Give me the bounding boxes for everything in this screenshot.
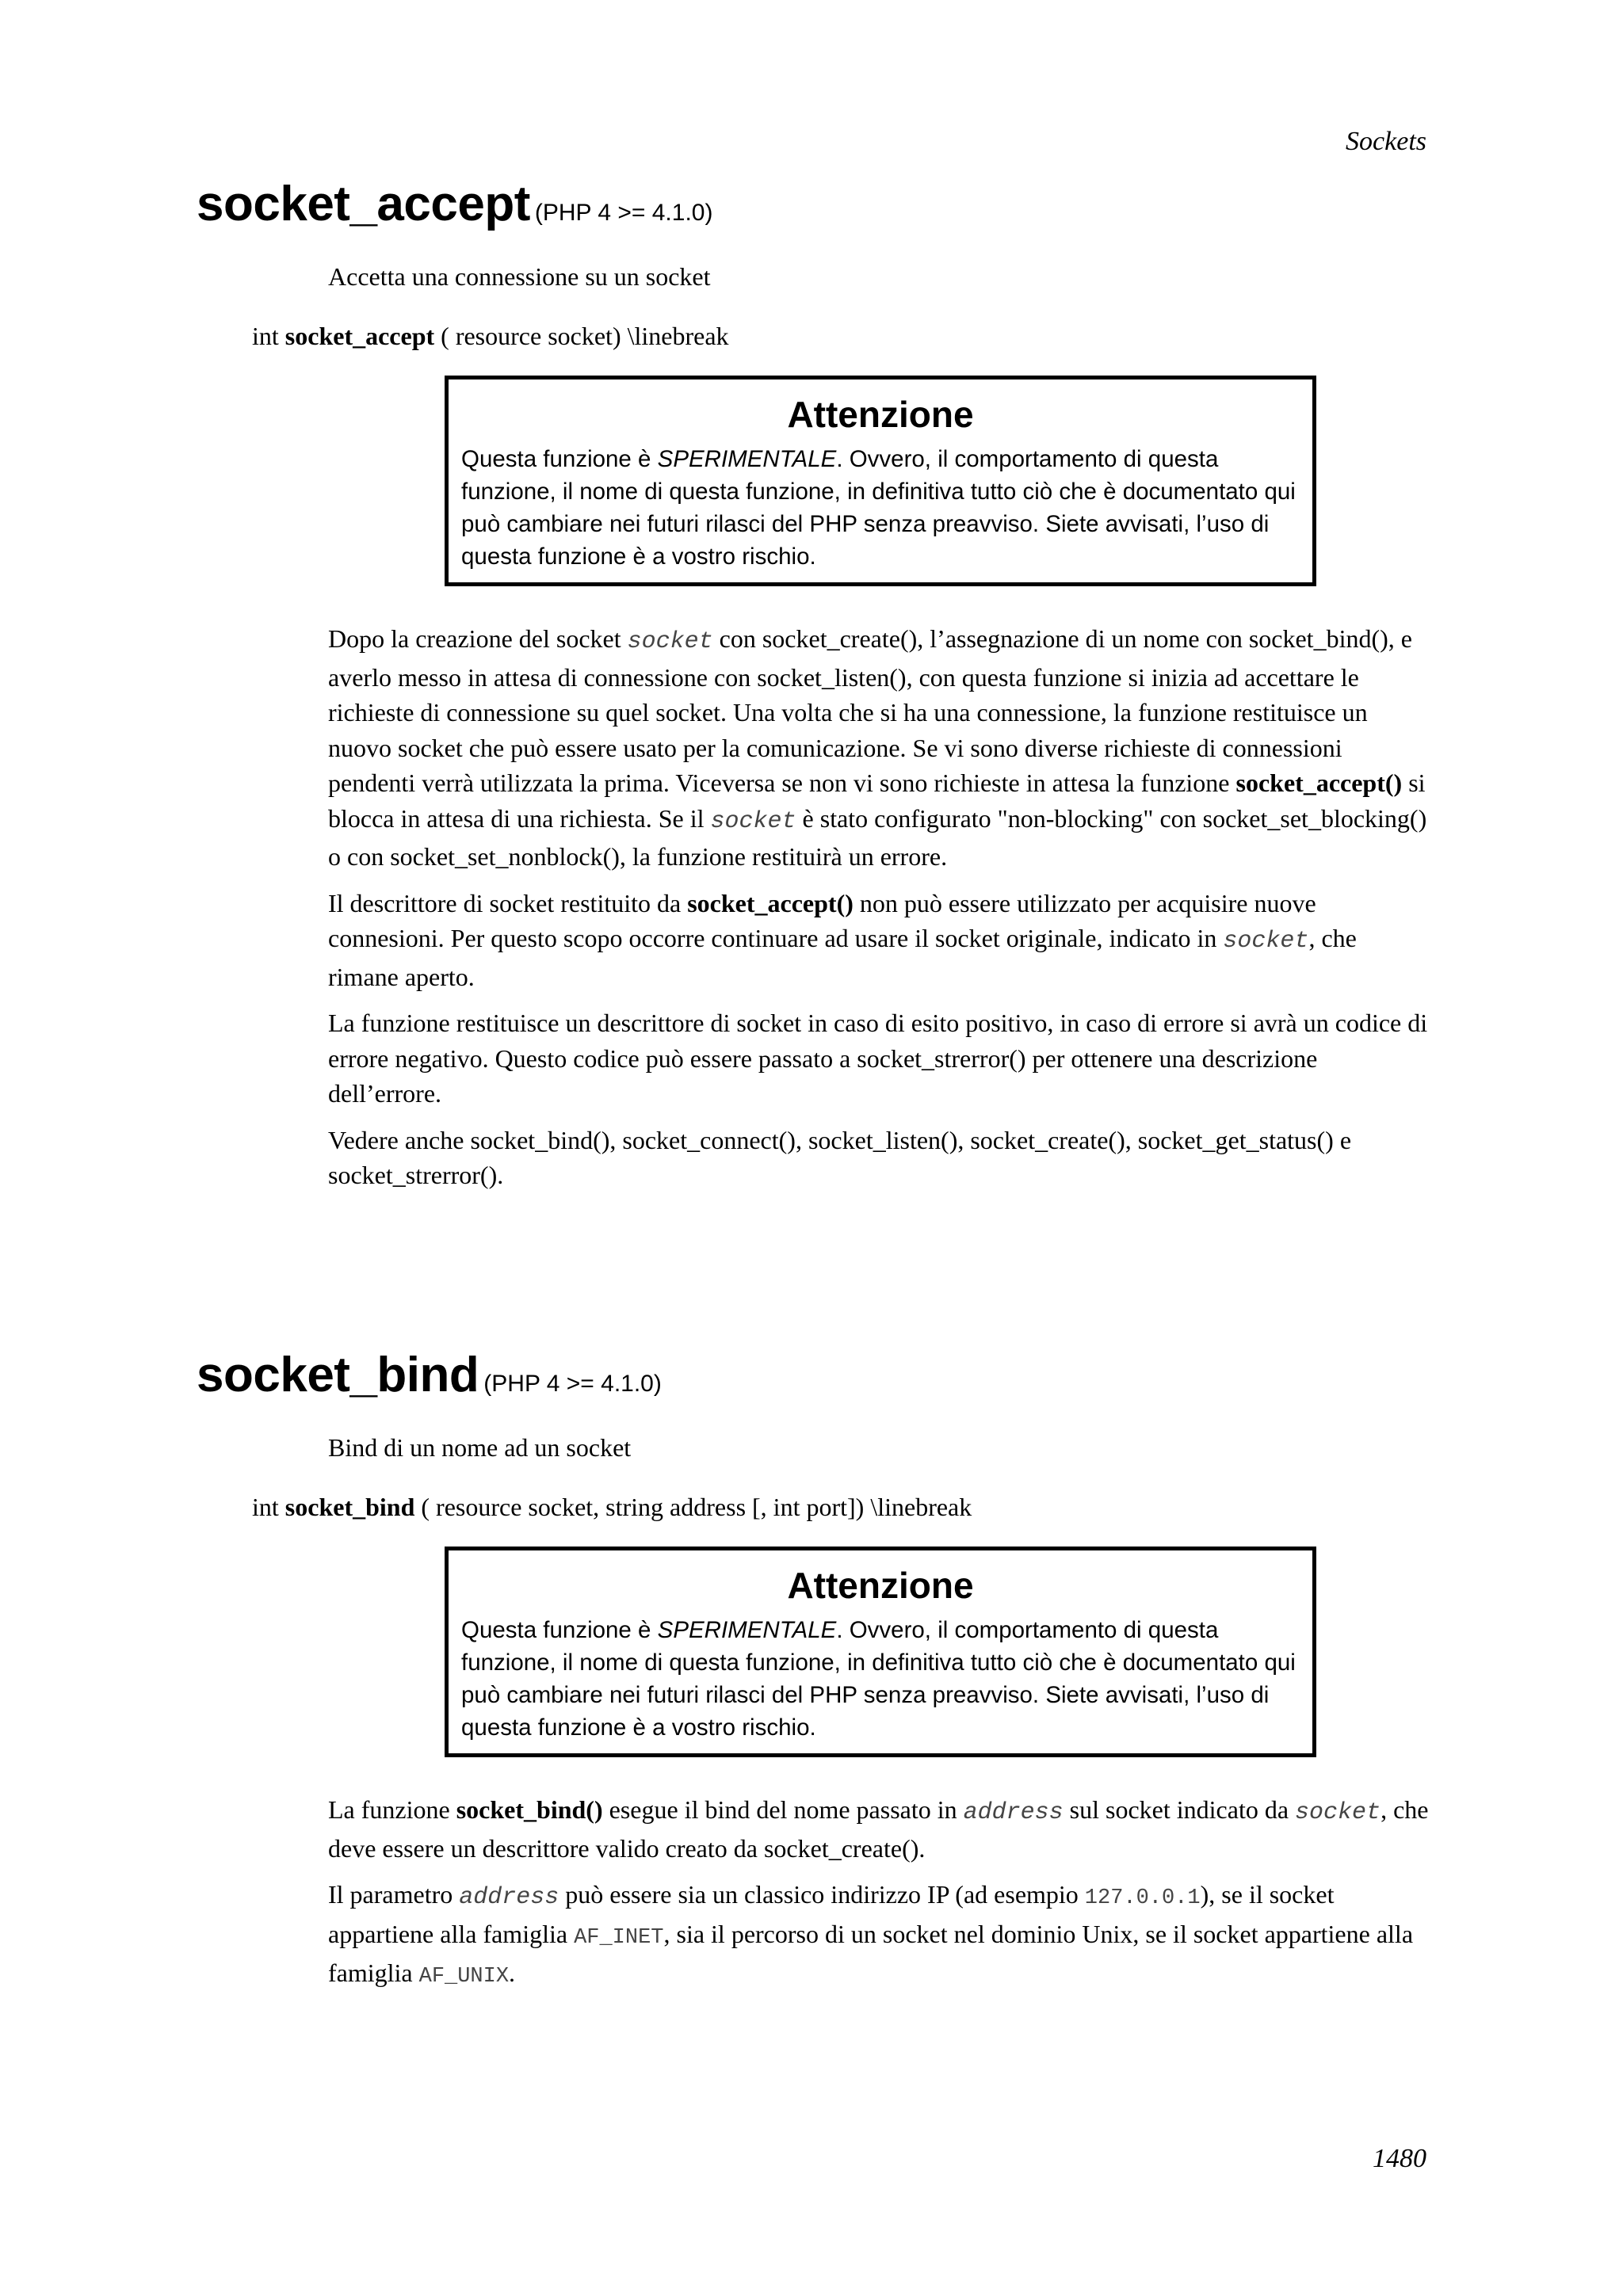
return-type: int bbox=[252, 321, 279, 350]
function-heading bbox=[197, 1347, 1433, 1403]
return-type: int bbox=[252, 1492, 279, 1521]
synopsis-name: socket_accept bbox=[285, 321, 435, 350]
socket-accept-section bbox=[197, 176, 1433, 1204]
description-paragraph: Dopo la creazione del socket socket con socket_create(), l’assegnazione di un nome con socket_bind(), e averlo messo in attesa di connessione con socket_listen(), con questa funzione si inizia ad accettare le richieste di connessione su quel socket. Una volta che si ha una connessione, la funzione restituisce un nuovo socket che può essere usato per la comunicazione. Se vi sono diverse richieste di connessioni pendenti verrà utilizzata la prima. Viceversa se non vi sono richieste in attesa la funzione socket_accept() si blocca in attesa di una richiesta. Se il socket è stato configurato "non-blocking" con socket_set_blocking() o con socket_set_nonblock(), la funzione restituirà un errore. bbox=[328, 624, 1427, 871]
function-ref: socket_accept() bbox=[687, 888, 854, 917]
description bbox=[328, 1792, 1433, 1995]
page-number: 1480 bbox=[1373, 2144, 1426, 2173]
function-ref: socket_bind() bbox=[456, 1795, 603, 1824]
parameter-ref: socket bbox=[627, 628, 713, 655]
function-heading bbox=[197, 176, 1433, 232]
description-paragraph: Il parametro address può essere sia un classico indirizzo IP (ad esempio 127.0.0.1), se il socket appartiene alla famiglia AF_INET, sia il percorso di un socket nel dominio Unix, se il socket appartiene alla famiglia AF_UNIX. bbox=[328, 1880, 1414, 1989]
function-synopsis bbox=[252, 1489, 1433, 1525]
function-purpose: Accetta una connessione su un socket bbox=[328, 262, 711, 291]
description-paragraph: Il descrittore di socket restituito da socket_accept() non può essere utilizzato per acquisire nuove connesioni. Per questo scopo occorre continuare ad usare il socket originale, indicato in socket, che rimane aperto. bbox=[328, 888, 1357, 991]
see-also-paragraph: Vedere anche socket_bind(), socket_connect(), socket_listen(), socket_create(), socket_get_status() e socket_strerror(). bbox=[328, 1125, 1352, 1189]
warning-text: Questa funzione è SPERIMENTALE. Ovvero, il comportamento di questa funzione, il nome di questa funzione, in definitiva tutto ciò che è documentato qui può cambiare nei futuri rilasci del PHP senza preavviso. Siete avvisati, l’uso di questa funzione è a vostro rischio. bbox=[461, 1617, 1296, 1741]
code-literal: 127.0.0.1 bbox=[1084, 1886, 1201, 1910]
version-info: (PHP 4 >= 4.1.0) bbox=[483, 1371, 662, 1397]
socket-bind-section bbox=[197, 1347, 1433, 2006]
code-literal: AF_INET bbox=[574, 1925, 664, 1950]
version-info: (PHP 4 >= 4.1.0) bbox=[534, 200, 713, 226]
code-literal: AF_UNIX bbox=[418, 1965, 510, 1989]
return-value-paragraph: La funzione restituisce un descrittore di socket in caso di esito positivo, in caso di errore si avrà un codice di errore negativo. Questo codice può essere passato a socket_strerror() per ottenere una descrizione dell’errore. bbox=[328, 1009, 1428, 1108]
parameter-ref: address bbox=[459, 1884, 559, 1911]
function-ref: socket_accept() bbox=[1235, 769, 1403, 797]
warning-box bbox=[445, 376, 1316, 586]
synopsis-params: ( resource socket) \linebreak bbox=[434, 321, 729, 350]
function-synopsis bbox=[252, 318, 1433, 354]
warning-title: Attenzione bbox=[787, 1565, 974, 1606]
parameter-ref: socket bbox=[1223, 928, 1309, 955]
description bbox=[328, 621, 1433, 1193]
description-paragraph: La funzione socket_bind() esegue il bind del nome passato in address sul socket indicato da socket, che deve essere un descrittore valido creato da socket_create(). bbox=[328, 1795, 1429, 1863]
synopsis-params: ( resource socket, string address [, int port]) \linebreak bbox=[414, 1492, 972, 1521]
parameter-ref: address bbox=[963, 1799, 1064, 1826]
synopsis-name: socket_bind bbox=[285, 1492, 415, 1521]
function-purpose: Bind di un nome ad un socket bbox=[328, 1433, 632, 1462]
parameter-ref: socket bbox=[1295, 1799, 1381, 1826]
function-title: socket_bind bbox=[197, 1348, 479, 1402]
parameter-ref: socket bbox=[710, 807, 796, 835]
warning-box bbox=[445, 1547, 1316, 1757]
running-header: Sockets bbox=[1346, 127, 1426, 156]
warning-title: Attenzione bbox=[787, 394, 974, 435]
function-title: socket_accept bbox=[197, 177, 530, 231]
warning-text: Questa funzione è SPERIMENTALE. Ovvero, il comportamento di questa funzione, il nome di questa funzione, in definitiva tutto ciò che è documentato qui può cambiare nei futuri rilasci del PHP senza preavviso. Siete avvisati, l’uso di questa funzione è a vostro rischio. bbox=[461, 446, 1296, 570]
